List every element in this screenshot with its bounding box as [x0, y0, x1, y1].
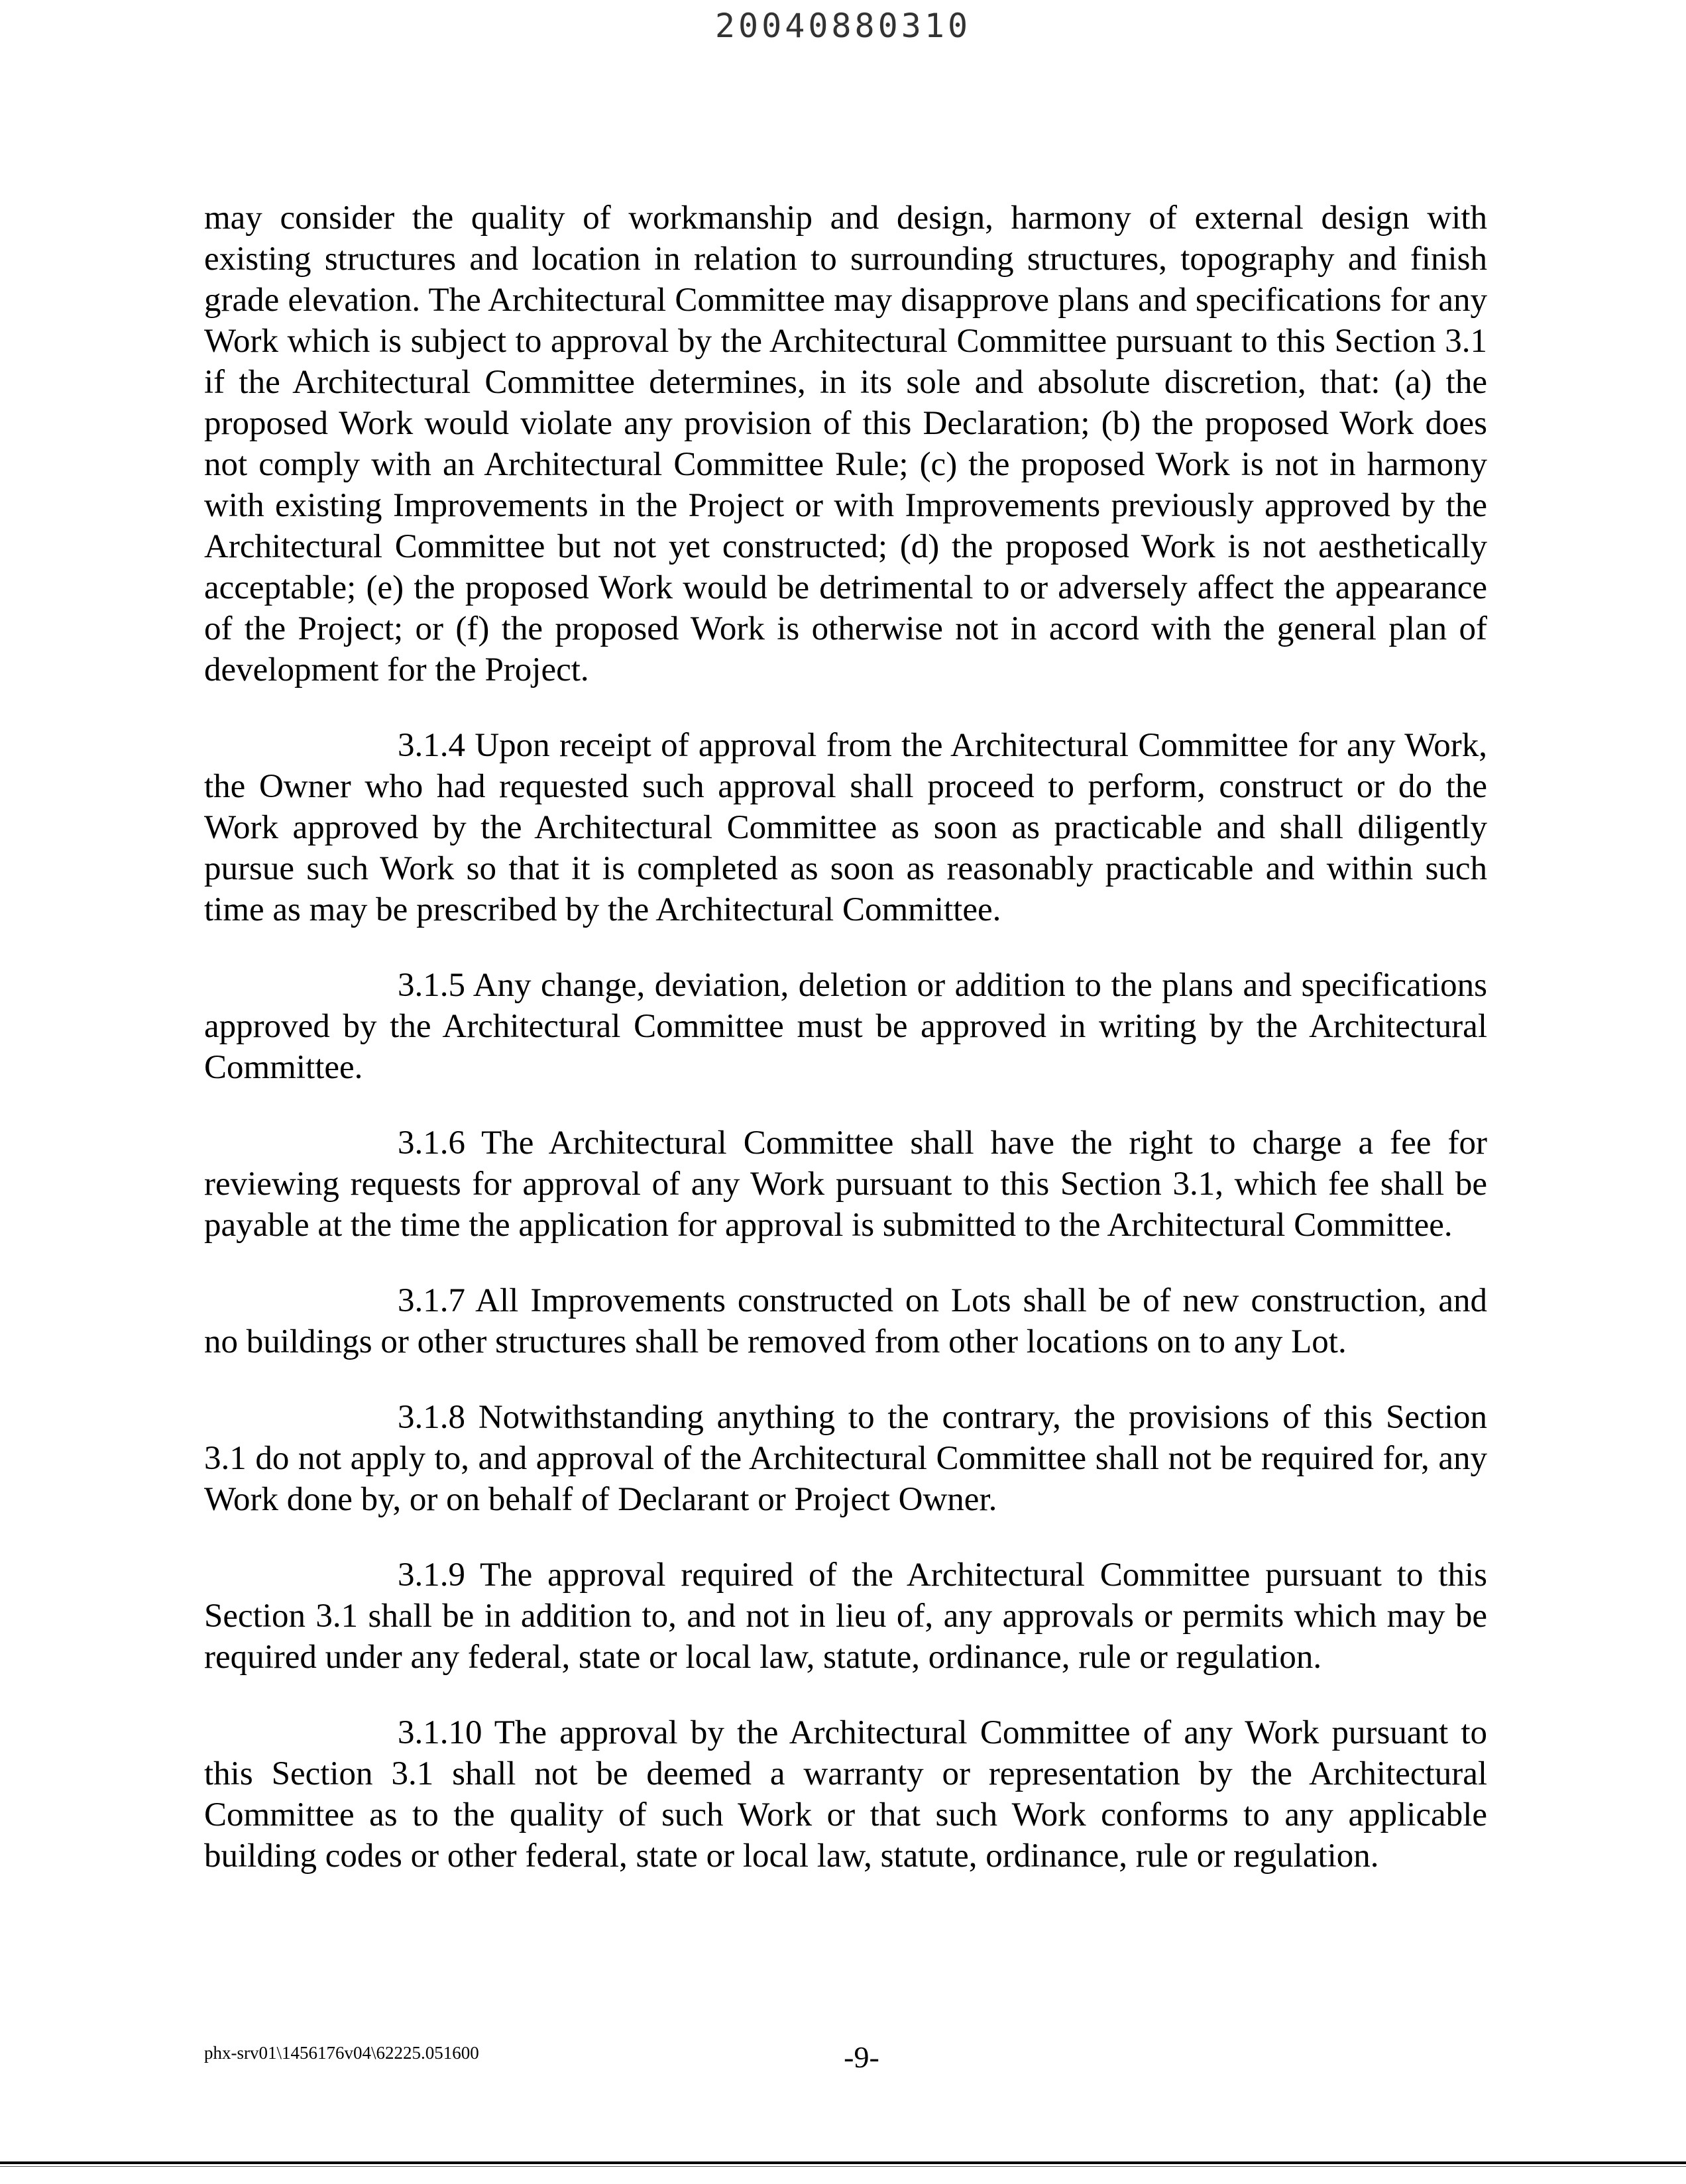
recording-number: 20040880310 — [714, 7, 972, 45]
paragraph-3-1-8: 3.1.8 Notwithstanding anything to the contrary, the provisions of this Section 3.1 do not apply to, and approval of the Architectural Committee shall not be required for, any Work done by, or on behalf of Declarant or Project Owner. — [204, 1399, 1487, 1518]
paragraph-continued: may consider the quality of workmanship and design, harmony of external design with existing structures and location in relation to surrounding structures, topography and finish grade elevation. The Architectural Committee may disapprove plans and specifications for any Work which is subject to approval by the Architectural Committee pursuant to this Section 3.1 if the Architectural Committee determines, in its sole and absolute discretion, that: (a) the proposed Work would violate any provision of this Declaration; (b) the proposed Work does not comply with an Architectural Committee Rule; (c) the proposed Work is not in harmony with existing Improvements in the Project or with Improvements previously approved by the Architectural Committee but not yet constructed; (d) the proposed Work is not aesthetically acceptable; (e) the proposed Work would be detrimental to or adversely affect the appearance of the Project; or (f) the proposed Work is otherwise not in accord with the general plan of development for the Project. — [204, 199, 1487, 688]
bottom-rule — [0, 2161, 1686, 2164]
paragraph-3-1-10: 3.1.10 The approval by the Architectural Committee of any Work pursuant to this Section 3.1 shall not be deemed a warranty or representation by the Architectural Committee as to the quality of such Work or that such Work conforms to any applicable building codes or other federal, state or local law, statute, ordinance, rule or regulation. — [204, 1714, 1487, 1875]
page-number: -9- — [844, 2040, 879, 2074]
paragraph-3-1-4: 3.1.4 Upon receipt of approval from the Architectural Committee for any Work, the Owner who had requested such approval shall proceed to perform, construct or do the Work approved by the Architectural Committee as soon as practicable and shall diligently pursue such Work so that it is completed as soon as reasonably practicable and within such time as may be prescribed by the Architectural Committee. — [204, 727, 1487, 928]
bottom-rule-thin — [0, 2166, 1686, 2167]
paragraph-3-1-5: 3.1.5 Any change, deviation, deletion or addition to the plans and specifications approved by the Architectural Committee must be approved in writing by the Architectural Committee. — [204, 967, 1487, 1086]
footer-document-id: phx-srv01\1456176v04\62225.051600 — [204, 2043, 479, 2063]
paragraph-3-1-9: 3.1.9 The approval required of the Architectural Committee pursuant to this Section 3.1 shall be in addition to, and not in lieu of, any approvals or permits which may be required under any federal, state or local law, statute, ordinance, rule or regulation. — [204, 1556, 1487, 1676]
paragraph-3-1-7: 3.1.7 All Improvements constructed on Lots shall be of new construction, and no buildings or other structures shall be removed from other locations on to any Lot. — [204, 1282, 1487, 1360]
document-body — [204, 197, 1487, 1911]
paragraph-3-1-6: 3.1.6 The Architectural Committee shall have the right to charge a fee for reviewing requests for approval of any Work pursuant to this Section 3.1, which fee shall be payable at the time the application for approval is submitted to the Architectural Committee. — [204, 1124, 1487, 1244]
